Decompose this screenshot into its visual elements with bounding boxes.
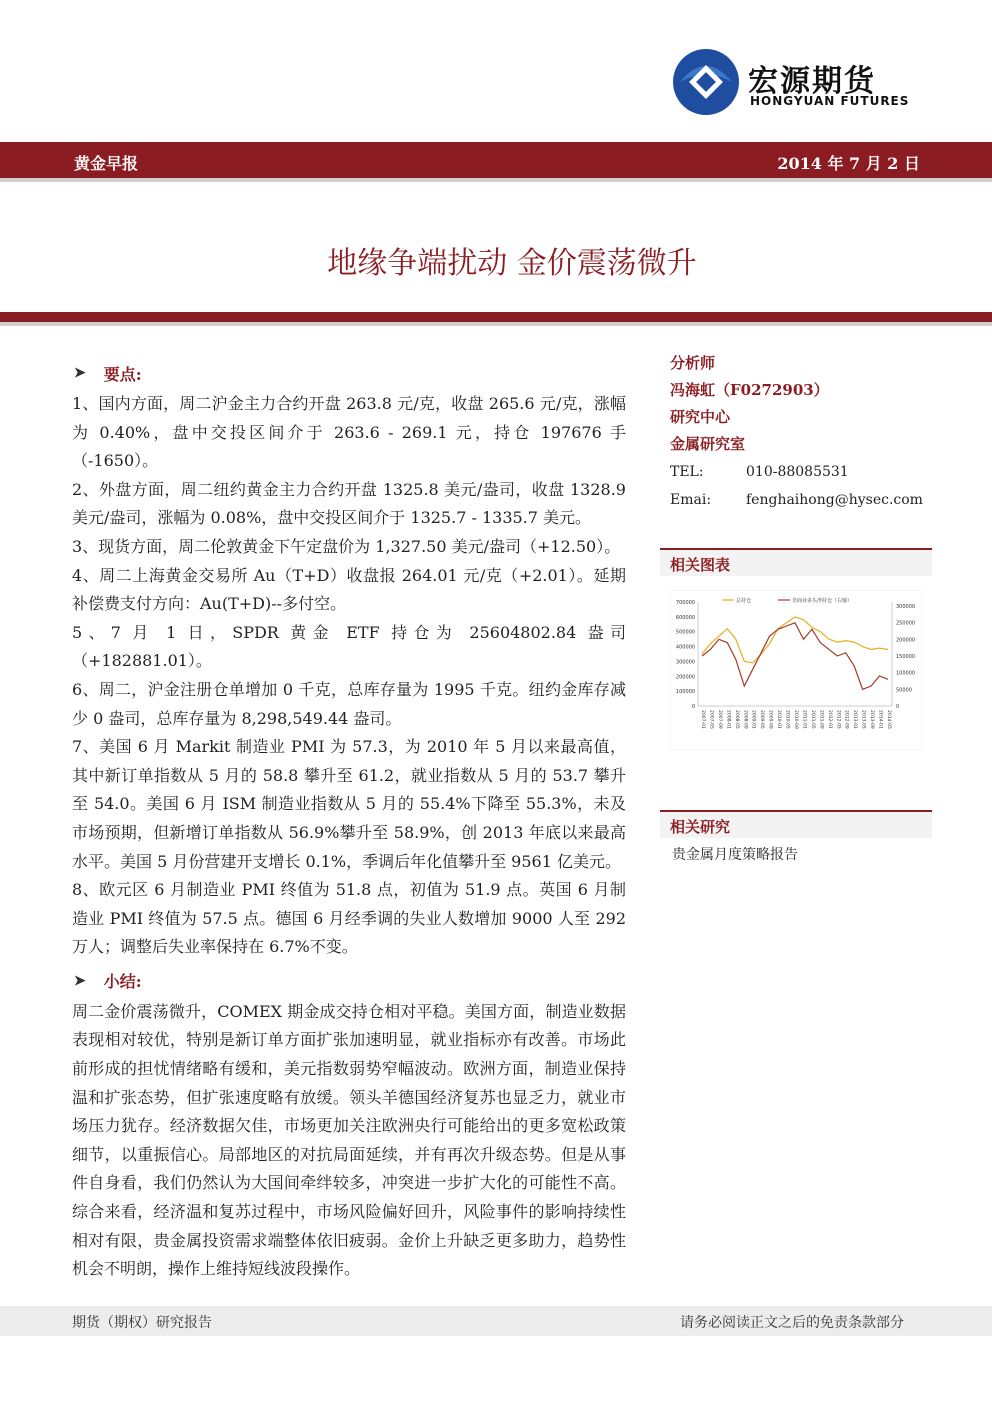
- x-tick-label: 2009-01: [750, 710, 756, 729]
- summary-heading-text: 小结:: [103, 972, 142, 992]
- list-item: 8、欧元区 6 月制造业 PMI 终值为 51.8 点，初值为 51.9 点。英国 6 月制造业 PMI 终值为 57.5 点。德国 6 月经季调的失业人数增加 9000 人至 292 万人；调整后失业率保持在 6.7%不变。: [72, 880, 626, 957]
- footer-left: 期货（期权）研究报告: [72, 1315, 212, 1331]
- list-item: 7、美国 6 月 Markit 制造业 PMI 为 57.3，为 2010 年 5 月以来最高值，其中新订单指数从 5 月的 58.8 攀升至 61.2，就业指数从 5 月的 53.7 攀升至 54.0。美国 6 月 ISM 制造业指数从 5 月的 55.4%下降至 55.3%，未及市场预期，但新增订单指数从 56.9%攀升至 58.9%，创 2013 年底以来最高水平。美国 5 月份营建开支增长 0.1%，季调后年化值攀升至 9561 亿美元。: [72, 737, 626, 871]
- list-item: 3、现货方面，周二伦敦黄金下午定盘价为 1,327.50 美元/盎司（+12.50）。: [72, 536, 621, 556]
- tel-row: [670, 458, 932, 486]
- x-tick-label: 2014-01: [877, 710, 883, 729]
- brand-name-cn: 宏源期货: [748, 64, 876, 99]
- list-item: 1、国内方面，周二沪金主力合约开盘 263.8 元/克，收盘 265.6 元/克，涨幅为 0.40%，盘中交投区间介于 263.6 - 269.1 元，持仓 197676 手（-1650）。: [72, 394, 626, 471]
- x-tick-label: 2010-01: [776, 710, 782, 729]
- x-tick-label: 2012-05: [835, 710, 841, 729]
- x-tick-label: 2011-01: [801, 710, 807, 729]
- x-tick-label: 2009-09: [767, 710, 773, 729]
- x-tick-label: 2014-05: [886, 710, 891, 729]
- page-title: 地缘争端扰动 金价震荡微升: [327, 246, 697, 281]
- sidebar: [670, 350, 932, 514]
- x-tick-label: 2013-05: [860, 710, 866, 729]
- left-tick-label: 500000: [675, 629, 695, 636]
- x-tick-label: 2010-09: [793, 710, 798, 729]
- left-tick-label: 300000: [675, 659, 695, 666]
- right-tick-label: 100000: [896, 670, 916, 677]
- right-tick-label: 200000: [896, 637, 916, 644]
- x-tick-label: 2008-05: [733, 710, 739, 729]
- x-tick-label: 2009-05: [759, 710, 765, 729]
- x-tick-label: 2010-05: [784, 710, 790, 729]
- x-tick-label: 2011-09: [818, 710, 824, 729]
- x-tick-label: 2012-09: [843, 710, 849, 729]
- tel-label: TEL:: [670, 464, 704, 480]
- title-separator-shadow: [0, 322, 992, 326]
- x-tick-label: 2007-01: [700, 710, 705, 729]
- report-date: 2014 年 7 月 2 日: [777, 154, 920, 173]
- title-separator: [0, 312, 992, 322]
- right-tick-label: 0: [896, 704, 900, 710]
- related-heading: 相关研究: [660, 810, 932, 838]
- key-points-heading: [72, 360, 626, 386]
- legend-label-total: 总持仓: [736, 598, 752, 604]
- x-tick-label: 2008-09: [742, 710, 748, 729]
- header-bar-shadow: [0, 178, 992, 182]
- analyst-name: 冯海虹（F0272903）: [670, 381, 829, 399]
- x-tick-label: 2008-01: [725, 710, 731, 729]
- footer-right: 请务必阅读正文之后的免责条款部分: [680, 1315, 904, 1331]
- related-chart: [670, 590, 922, 750]
- arrow-bullet-icon: ➤: [74, 972, 86, 989]
- key-points-list: [72, 390, 626, 962]
- department: 研究中心: [670, 408, 731, 426]
- team: 金属研究室: [670, 435, 746, 453]
- left-tick-label: 0: [691, 704, 695, 710]
- x-tick-label: 2007-09: [716, 710, 722, 729]
- x-tick-label: 2012-01: [826, 710, 832, 729]
- brand-logo: [672, 48, 912, 118]
- x-tick-label: 2011-05: [809, 710, 815, 729]
- list-item: 2、外盘方面，周二纽约黄金主力合约开盘 1325.8 美元/盎司，收盘 1328.9 美元/盎司，涨幅为 0.08%，盘中交投区间介于 1325.7 - 1335.7 美元。: [72, 479, 626, 528]
- summary-text: 周二金价震荡微升，COMEX 期金成交持仓相对平稳。美国方面，制造业数据表现相对较优，特别是新订单方面扩张加速明显，就业指标亦有改善。市场此前形成的担忧情绪略有缓和，美元指数弱势窄幅波动。欧洲方面，制造业保持温和扩张态势，但扩张速度略有放缓。领头羊德国经济复苏也显乏力，就业市场压力犹存。经济数据欠佳，市场更加关注欧洲央行可能给出的更多宽松政策细节，以重振信心。局部地区的对抗局面延续，并有再次升级态势。但是从事件自身看，我们仍然认为大国间牵绊较多，冲突进一步扩大化的可能性不高。综合来看，经济温和复苏过程中，市场风险偏好回升，风险事件的影响持续性相对有限，贵金属投资需求端整体依旧疲弱。金价上升缺乏更多助力，趋势性机会不明朗，操作上维持短线波段操作。: [72, 1001, 626, 1279]
- summary-heading: [72, 968, 626, 994]
- list-item: 6、周二，沪金注册仓单增加 0 千克，总库存量为 1995 千克。纽约金库存减少 0 盎司，总库存量为 8,298,549.44 盎司。: [72, 679, 626, 728]
- x-tick-label: 2013-09: [869, 710, 875, 729]
- right-tick-label: 50000: [896, 687, 912, 694]
- brand-name-en: HONGYUAN FUTURES: [750, 94, 910, 108]
- left-tick-label: 100000: [675, 689, 695, 696]
- right-tick-label: 150000: [896, 654, 916, 660]
- left-tick-label: 400000: [675, 644, 695, 651]
- report-type: 黄金早报: [74, 154, 139, 173]
- chart-heading: 相关图表: [660, 548, 932, 576]
- hongyuan-logo-icon: [672, 48, 740, 116]
- left-tick-label: 600000: [675, 614, 695, 621]
- right-tick-label: 300000: [896, 604, 916, 610]
- email-row: [670, 486, 932, 514]
- x-tick-label: 2013-01: [852, 710, 858, 729]
- analyst-label: 分析师: [670, 354, 716, 372]
- key-points-heading-text: 要点:: [103, 364, 142, 384]
- list-item: 5、7 月 1 日，SPDR 黄金 ETF 持仓为 25604802.84 盎司（+182881.01）。: [72, 622, 626, 671]
- left-tick-label: 200000: [675, 674, 695, 681]
- email-value[interactable]: fenghaihong@hysec.com: [746, 492, 923, 508]
- arrow-bullet-icon: ➤: [74, 365, 86, 381]
- tel-value: 010-88085531: [746, 464, 849, 480]
- related-report-link[interactable]: 贵金属月度策略报告: [672, 847, 798, 863]
- left-tick-label: 700000: [675, 600, 695, 606]
- right-tick-label: 250000: [896, 620, 916, 627]
- email-label: Emai:: [670, 492, 712, 508]
- legend-label-net-long: 非商业多头净持仓（右轴）: [792, 598, 853, 604]
- main-content: [72, 360, 626, 1284]
- list-item: 4、周二上海黄金交易所 Au（T+D）收盘报 264.01 元/克（+2.01）。延期补偿费支付方向：Au(T+D)--多付空。: [72, 565, 626, 614]
- x-tick-label: 2007-05: [708, 710, 714, 729]
